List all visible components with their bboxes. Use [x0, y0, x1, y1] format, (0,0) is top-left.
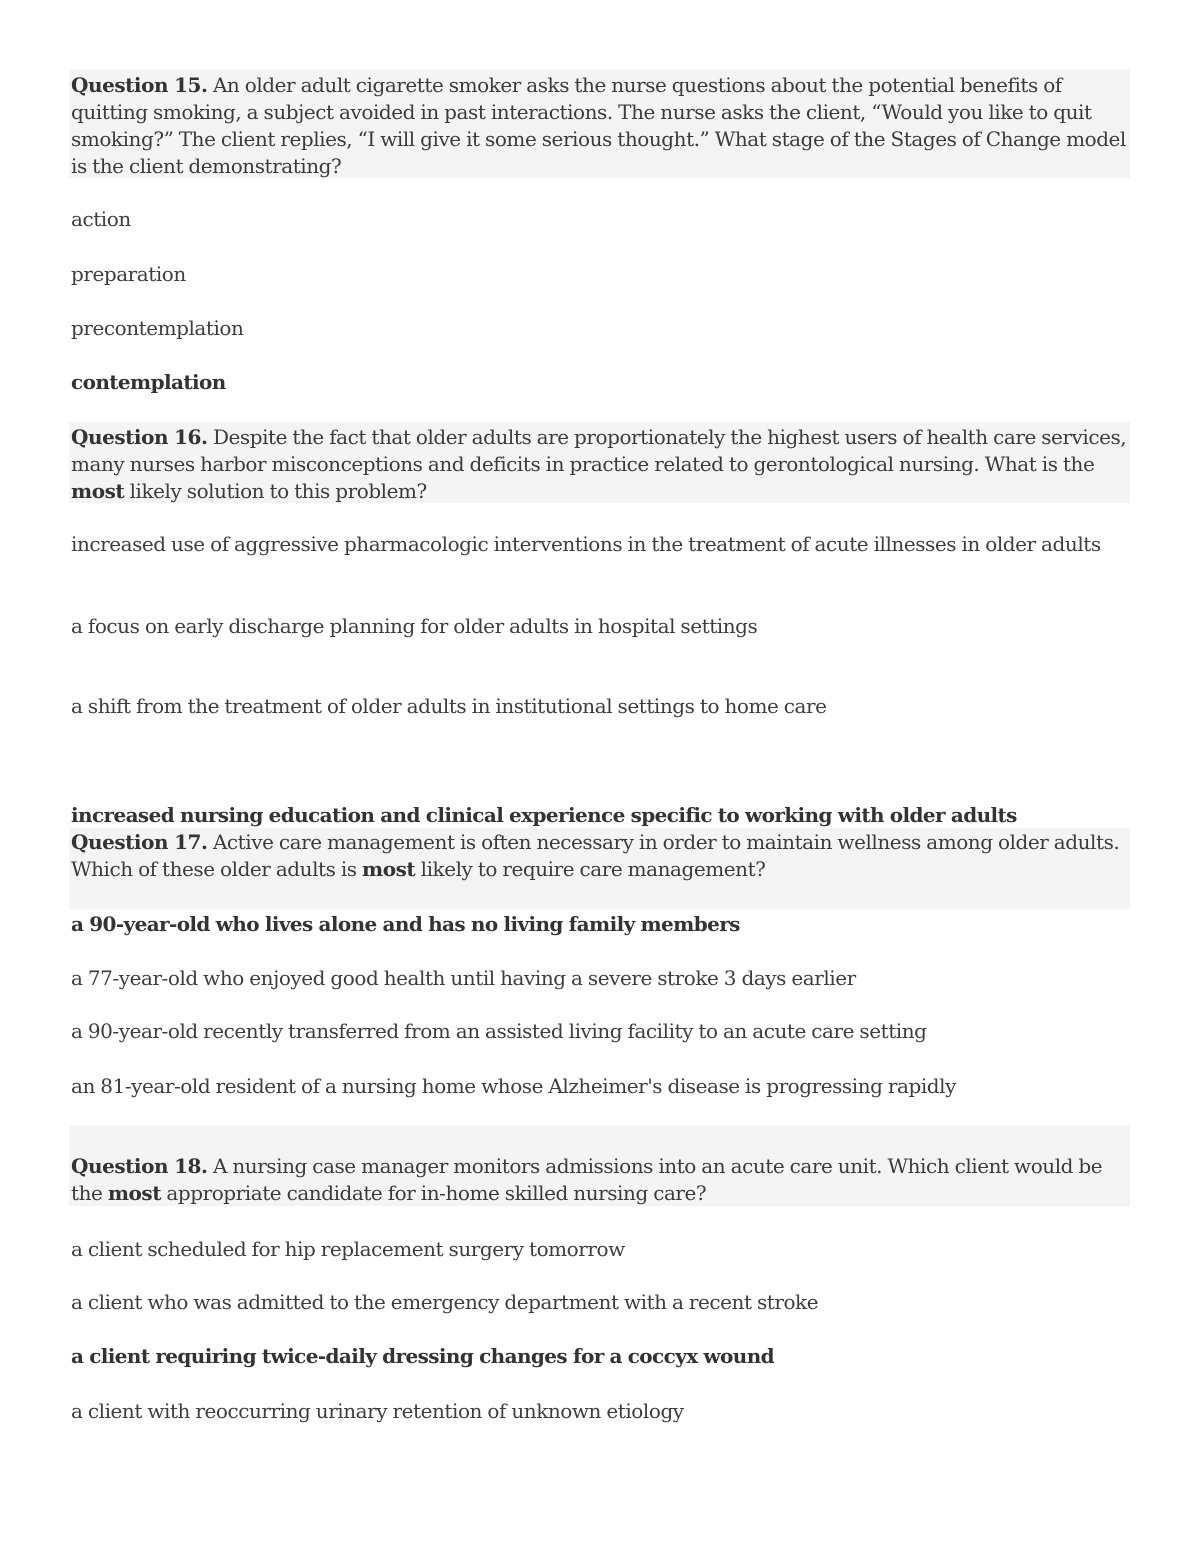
question-15-label: Question 15. [71, 73, 208, 97]
q18-option-3[interactable]: a client requiring twice-daily dressing changes for a coccyx wound [71, 1344, 775, 1368]
question-18-stem-start: A nursing case manager monitors admissions into an acute care unit. Which client would be the [71, 1154, 1103, 1205]
q15-option-preparation[interactable]: preparation [71, 262, 186, 286]
q17-option-4[interactable]: an 81-year-old resident of a nursing home whose Alzheimer's disease is progressing rapidly [71, 1074, 956, 1098]
q16-option-3[interactable]: a shift from the treatment of older adults in institutional settings to home care [71, 694, 827, 718]
q16-option-2[interactable]: a focus on early discharge planning for older adults in hospital settings [71, 614, 758, 638]
question-17-emphasis: most [362, 857, 416, 881]
question-16-stem-start: Despite the fact that older adults are proportionately the highest users of health care services, many nurses harbor misconceptions and deficits in practice related to gerontological nursing. What is the [71, 425, 1127, 476]
question-18-text [71, 1153, 1127, 1207]
q18-option-4[interactable]: a client with reoccurring urinary retention of unknown etiology [71, 1399, 684, 1423]
q15-option-action[interactable]: action [71, 207, 131, 231]
question-18-stem-end: appropriate candidate for in-home skilled nursing care? [161, 1181, 707, 1205]
question-16-text [71, 424, 1127, 505]
question-16-stem-end: likely solution to this problem? [124, 479, 427, 503]
question-15-text [71, 72, 1127, 180]
question-17-stem-end: likely to require care management? [415, 857, 766, 881]
question-18-emphasis: most [107, 1181, 162, 1205]
question-18-label: Question 18. [71, 1154, 208, 1178]
q15-option-contemplation[interactable]: contemplation [71, 370, 226, 394]
question-17-label: Question 17. [71, 830, 208, 854]
question-17-text [71, 829, 1127, 883]
q16-option-1[interactable]: increased use of aggressive pharmacologic interventions in the treatment of acute illnesses in older adults [71, 532, 1101, 556]
q18-option-2[interactable]: a client who was admitted to the emergency department with a recent stroke [71, 1290, 819, 1314]
q17-option-3[interactable]: a 90-year-old recently transferred from an assisted living facility to an acute care setting [71, 1019, 927, 1043]
question-16-emphasis: most [71, 479, 125, 503]
question-15-stem: An older adult cigarette smoker asks the nurse questions about the potential benefits of quitting smoking, a subject avoided in past interactions. The nurse asks the client, “Would you like to quit smoking?” The client replies, “I will give it some serious thought.” What stage of the Stages of Change model is the client demonstrating? [71, 73, 1126, 178]
question-16-label: Question 16. [71, 425, 208, 449]
q17-option-1[interactable]: a 90-year-old who lives alone and has no living family members [71, 912, 740, 936]
question-17-stem-start: Active care management is often necessary in order to maintain wellness among older adults. Which of these older adults is [71, 830, 1120, 881]
q16-option-4[interactable]: increased nursing education and clinical experience specific to working with older adults [71, 803, 1017, 827]
q15-option-precontemplation[interactable]: precontemplation [71, 316, 244, 340]
q17-option-2[interactable]: a 77-year-old who enjoyed good health until having a severe stroke 3 days earlier [71, 966, 856, 990]
q18-option-1[interactable]: a client scheduled for hip replacement surgery tomorrow [71, 1237, 625, 1261]
